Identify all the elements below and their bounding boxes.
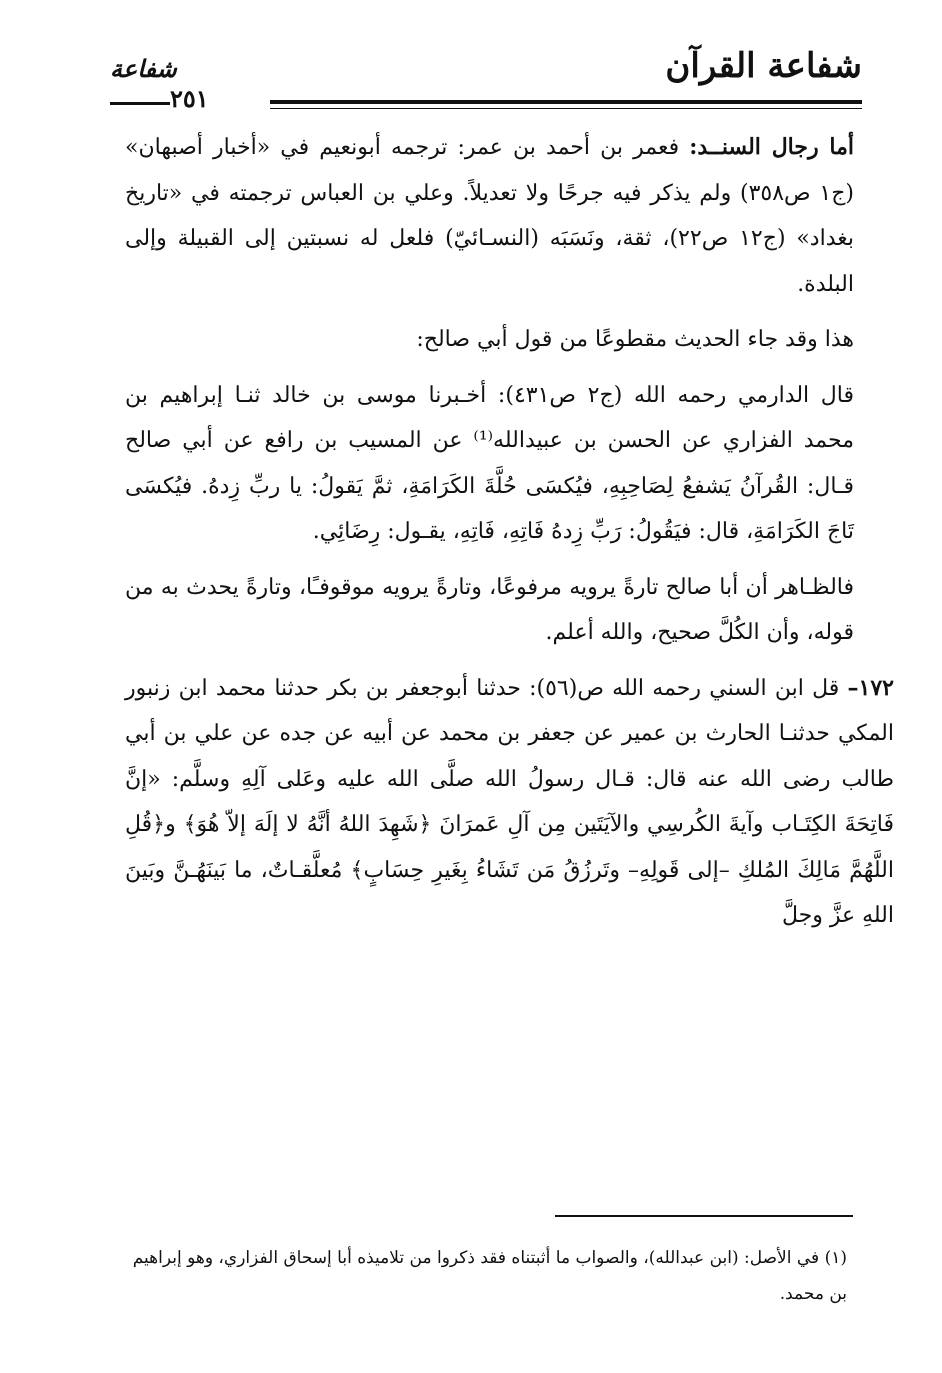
paragraph-conclusion — [125, 565, 854, 656]
header-rule-thick — [270, 100, 862, 104]
footnote-1: (١) في الأصل: (ابن عبدالله)، والصواب ما أثبتناه فقد ذكروا من تلاميذه أبا إسحاق الفزاري، وهو إبراهيم بن محمد. — [132, 1248, 847, 1304]
page-number: ٢٥١ — [170, 84, 209, 113]
paragraph-darimi — [125, 373, 854, 555]
page-header — [110, 40, 862, 113]
page-title: شفاعة القرآن — [665, 46, 862, 86]
hadith-number: ١٧٢– — [847, 674, 894, 701]
header-side-label: شفاعة — [110, 54, 177, 83]
paragraph-narrators — [125, 125, 854, 307]
header-rule-thin — [270, 108, 862, 109]
paragraph-lead: أما رجال السنــد: — [689, 134, 855, 160]
paragraph-text: هذا وقد جاء الحديث مقطوعًا من قول أبي صالح: — [416, 327, 854, 352]
paragraph-text: قل ابن السني رحمه الله ص(٥٦): حدثنا أبوجعفر بن بكر حدثنا محمد ابن زنبور المكي حدثنـا الحارث بن عمير عن جعفر بن محمد عن أبيه عن جده عن علي بن أبي طالب رضى الله عنه قال: قـال رسولُ الله صلَّى الله عليه وعَلى آلِهِ وسلَّم: «إنَّ فَاتِحَةَ الكِتَـاب وآيةَ الكُرسِي والآيَتَين مِن آلِ عَمرَانَ ﴿شَهِدَ اللهُ أنَّهُ لا إلَهَ إلاّ هُوَ﴾ و﴿قُلِ اللَّهُمَّ مَالِكَ المُلكِ –إلى قَولِهِ– وتَرزُقُ مَن تَشَاءُ بِغَيرِ حِسَابٍ﴾ مُعلَّقـاتٌ، ما بَينَهُـنَّ وبَينَ اللهِ عزَّ وجلَّ — [125, 675, 894, 928]
paragraph-text: قال الدارمي رحمه الله (ج٢ ص٤٣١): أخـبرنا موسى بن خالد ثنـا إبراهيم بن محمد الفزاري عن الحسن بن عبيدالله⁽¹⁾ عن المسيب بن رافع عن أبي صالح قـال: القُرآنُ يَشفعُ لِصَاحِبِهِ، فيُكسَى حُلَّةَ الكَرَامَةِ، ثمَّ يَقولُ: يا ربِّ زِدهُ. فيُكسَى تَاجَ الكَرَامَةِ، قال: فيَقُولُ: رَبِّ زِدهُ فَاتِهِ، فَاتِهِ، يقـول: رِضَائِي. — [125, 382, 855, 544]
footnotes — [125, 1240, 847, 1312]
paragraph-maqtu — [125, 317, 854, 363]
body-text — [125, 125, 894, 939]
footnote-separator — [555, 1215, 853, 1217]
paragraph-hadith-172 — [125, 666, 894, 939]
paragraph-text: فالظـاهر أن أبا صالح تارةً يرويه مرفوعًا، وتارةً يرويه موقوفـًا، وتارةً يحدث به من قوله، وأن الكُلَّ صحيح، والله أعلم. — [125, 574, 854, 645]
header-rule-short — [110, 102, 170, 105]
paragraph-text: فعمر بن أحمد بن عمر: ترجمه أبونعيم في «أخبار أصبهان» (ج١ ص٣٥٨) ولم يذكر فيه جرحًا ولا تعديلاً. وعلي بن العباس ترجمته في «تاريخ بغداد» (ج١٢ ص٢٢)، ثقة، ونَسَبَه (النسـائيّ) فلعل له نسبتين إلى القبيلة وإلى البلدة. — [125, 135, 855, 297]
